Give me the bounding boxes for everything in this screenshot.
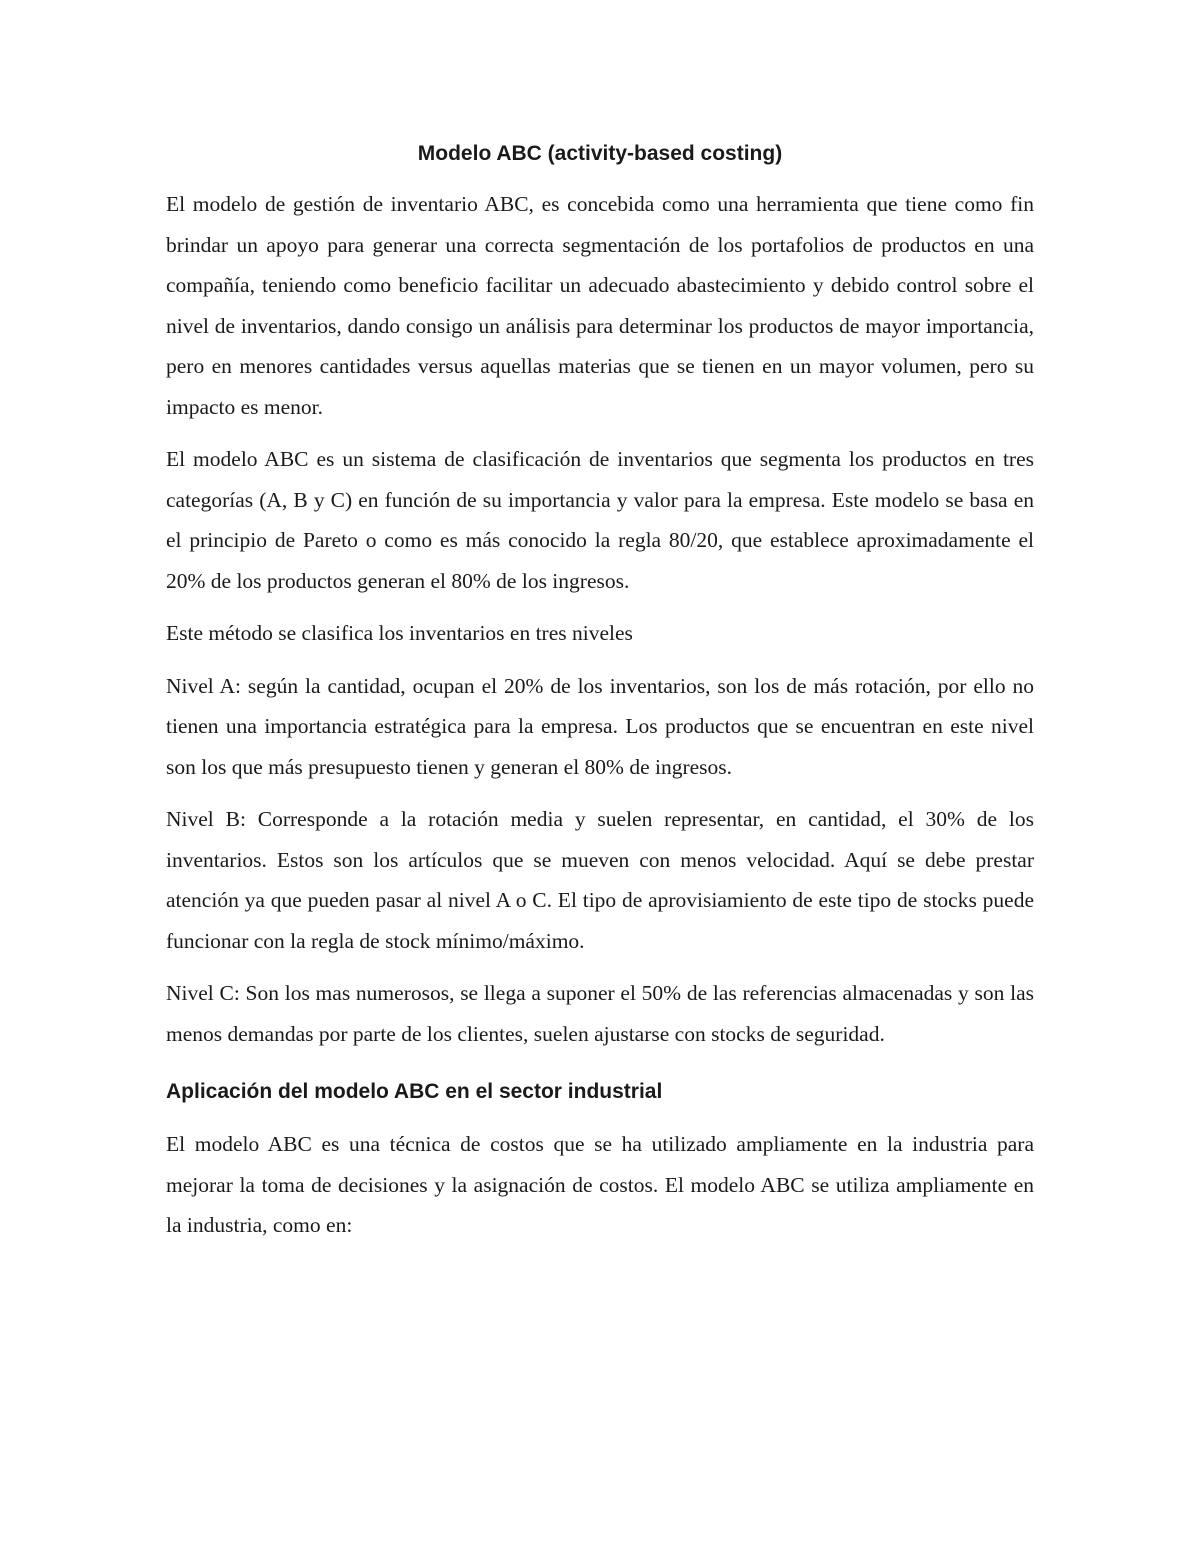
- document-title: Modelo ABC (activity-based costing): [417, 142, 783, 165]
- paragraph-definition: El modelo ABC es un sistema de clasificación de inventarios que segmenta los productos en tres categorías (A, B y C) en función de su importancia y valor para la empresa. Este modelo se basa en el principio de Pareto o como es más conocido la regla 80/20, que establece aproximadamente el 20% de los productos generan el 80% de los ingresos.: [166, 447, 1034, 593]
- paragraph-intro: El modelo de gestión de inventario ABC, es concebida como una herramienta que tiene como fin brindar un apoyo para generar una correcta segmentación de los portafolios de productos en una compañía, teniendo como beneficio facilitar un adecuado abastecimiento y debido control sobre el nivel de inventarios, dando consigo un análisis para determinar los productos de mayor importancia, pero en menores cantidades versus aquellas materias que se tienen en un mayor volumen, pero su impacto es menor.: [166, 192, 1034, 419]
- paragraph-level-b: Nivel B: Corresponde a la rotación media y suelen representar, en cantidad, el 30% de los inventarios. Estos son los artículos que se mueven con menos velocidad. Aquí se debe prestar atención ya que pueden pasar al nivel A o C. El tipo de aprovisiamiento de este tipo de stocks puede funcionar con la regla de stock mínimo/máximo.: [166, 807, 1034, 953]
- document-body: [166, 138, 1034, 1258]
- paragraph-level-c: Nivel C: Son los mas numerosos, se llega a suponer el 50% de las referencias almacenadas y son las menos demandas por parte de los clientes, suelen ajustarse con stocks de seguridad.: [166, 981, 1034, 1046]
- paragraph-industry: El modelo ABC es una técnica de costos que se ha utilizado ampliamente en la industria para mejorar la toma de decisiones y la asignación de costos. El modelo ABC se utiliza ampliamente en la industria, como en:: [166, 1132, 1034, 1237]
- paragraph-level-a: Nivel A: según la cantidad, ocupan el 20% de los inventarios, son los de más rotación, por ello no tienen una importancia estratégica para la empresa. Los productos que se encuentran en este nivel son los que más presupuesto tienen y generan el 80% de ingresos.: [166, 673, 1034, 779]
- paragraph-levels-intro: Este método se clasifica los inventarios en tres niveles: [166, 621, 633, 645]
- section-heading: Aplicación del modelo ABC en el sector industrial: [166, 1080, 663, 1103]
